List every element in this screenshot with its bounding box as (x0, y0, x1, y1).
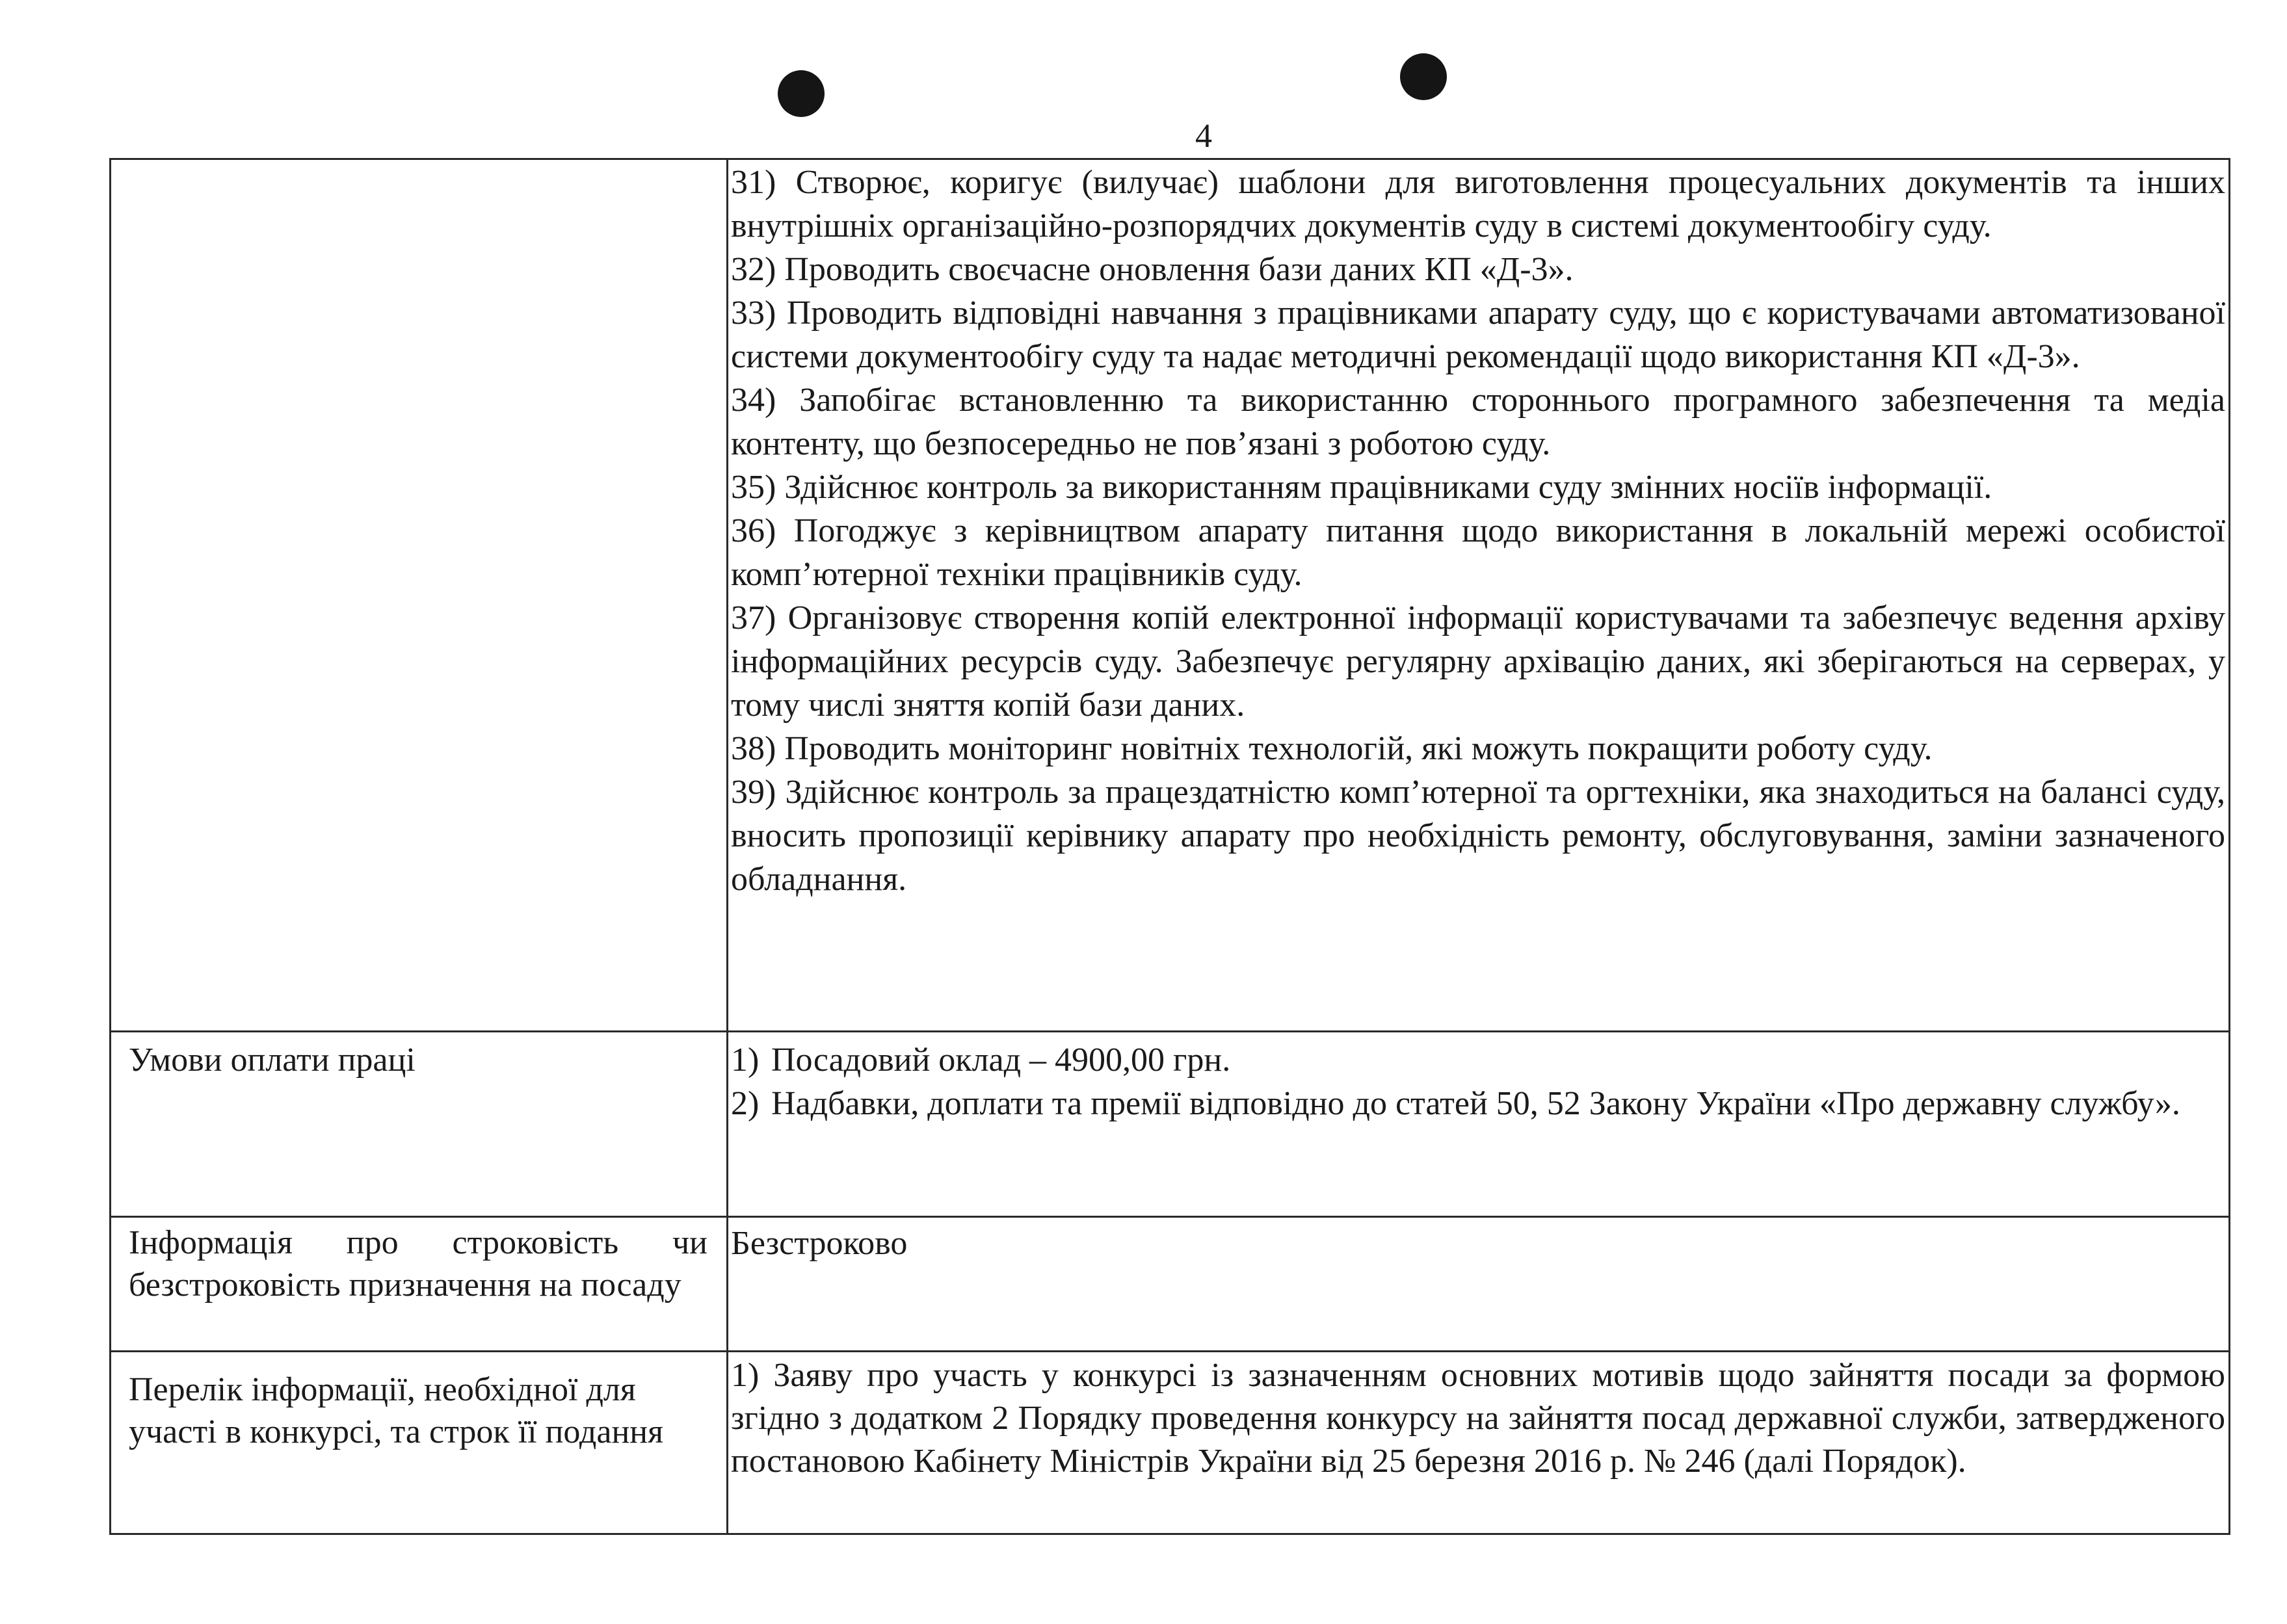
vacancy-table (109, 158, 2230, 1535)
list-item: 36) Погоджує з керівництвом апарату питання щодо використання в локальній мережі особистої комп’ютерної техніки працівників суду. (731, 512, 2225, 593)
punch-hole-left (778, 70, 825, 117)
list-item: 34) Запобігає встановленню та використанню стороннього програмного забезпечення та медіа контенту, що безпосередньо не пов’язані з роботою суду. (731, 382, 2225, 462)
list-item: 31) Створює, коригує (вилучає) шаблони для виготовлення процесуальних документів та інших внутрішніх організаційно-розпорядчих документів суду в системі документообігу суду. (731, 164, 2225, 244)
term-value-cell (731, 1222, 2225, 1265)
duties-list (731, 161, 2225, 901)
docs-value-cell (731, 1354, 2225, 1483)
page-number: 4 (1195, 118, 1212, 155)
list-item: 37) Організовує створення копій електронної інформації користувачами та забезпечує ведення архіву інформаційних ресурсів суду. Забезпечує регулярну архівацію даних, які зберігаються на серверах, у тому числі зняття копій бази даних. (731, 599, 2225, 724)
list-item: 38) Проводить моніторинг новітніх технологій, які можуть покращити роботу суду. (731, 730, 1933, 767)
table-row-divider (109, 1350, 2230, 1352)
docs-label: Перелік інформації, необхідної для участі в конкурсі, та строк її подання (129, 1371, 664, 1450)
salary-list (731, 1038, 2186, 1125)
list-item-number: 1) (731, 1041, 760, 1079)
salary-label: Умови оплати праці (129, 1041, 416, 1079)
list-item-number: 2) (731, 1085, 760, 1122)
list-item: 33) Проводить відповідні навчання з працівниками апарату суду, що є користувачами автоматизованої системи документообігу суду та надає методичні рекомендації щодо використання КП «Д-3». (731, 295, 2225, 375)
table-border-top (109, 158, 2230, 160)
list-item: 32) Проводить своєчасне оновлення бази даних КП «Д-3». (731, 251, 1574, 288)
list-item: 35) Здійснює контроль за використанням працівниками суду змінних носіїв інформації. (731, 469, 1992, 506)
list-item-text: Посадовий оклад – 4900,00 грн. (771, 1041, 1231, 1079)
list-item: 39) Здійснює контроль за працездатністю комп’ютерної та оргтехніки, яка знаходиться на балансі суду, вносить пропозиції керівнику апарату про необхідність ремонту, обслуговування, заміни зазначеного обладнання. (731, 774, 2225, 898)
table-row-divider (109, 1216, 2230, 1218)
list-item-text: Надбавки, доплати та премії відповідно до статей 50, 52 Закону України «Про державну службу». (771, 1085, 2180, 1122)
term-label: Інформація про строковість чи безстроковість призначення на посаду (129, 1224, 707, 1303)
docs-label-cell (129, 1369, 707, 1453)
salary-label-cell (129, 1038, 707, 1082)
table-border-right (2228, 158, 2230, 1535)
list-item (731, 1038, 2186, 1082)
table-row-divider (109, 1030, 2230, 1032)
salary-value-cell (731, 1038, 2186, 1125)
table-column-divider (726, 158, 728, 1535)
list-item (731, 1082, 2186, 1125)
term-value: Безстроково (731, 1225, 908, 1262)
punch-hole-right (1400, 53, 1447, 100)
table-border-bottom (109, 1533, 2230, 1535)
term-label-cell (129, 1222, 707, 1306)
table-border-left (109, 158, 111, 1535)
docs-value: 1) Заяву про участь у конкурсі із зазначенням основних мотивів щодо зайняття посади за формою згідно з додатком 2 Порядку проведення конкурсу на зайняття посад державної служби, затвердженого постановою Кабінету Міністрів України від 25 березня 2016 р. № 246 (далі Порядок). (731, 1357, 2225, 1480)
